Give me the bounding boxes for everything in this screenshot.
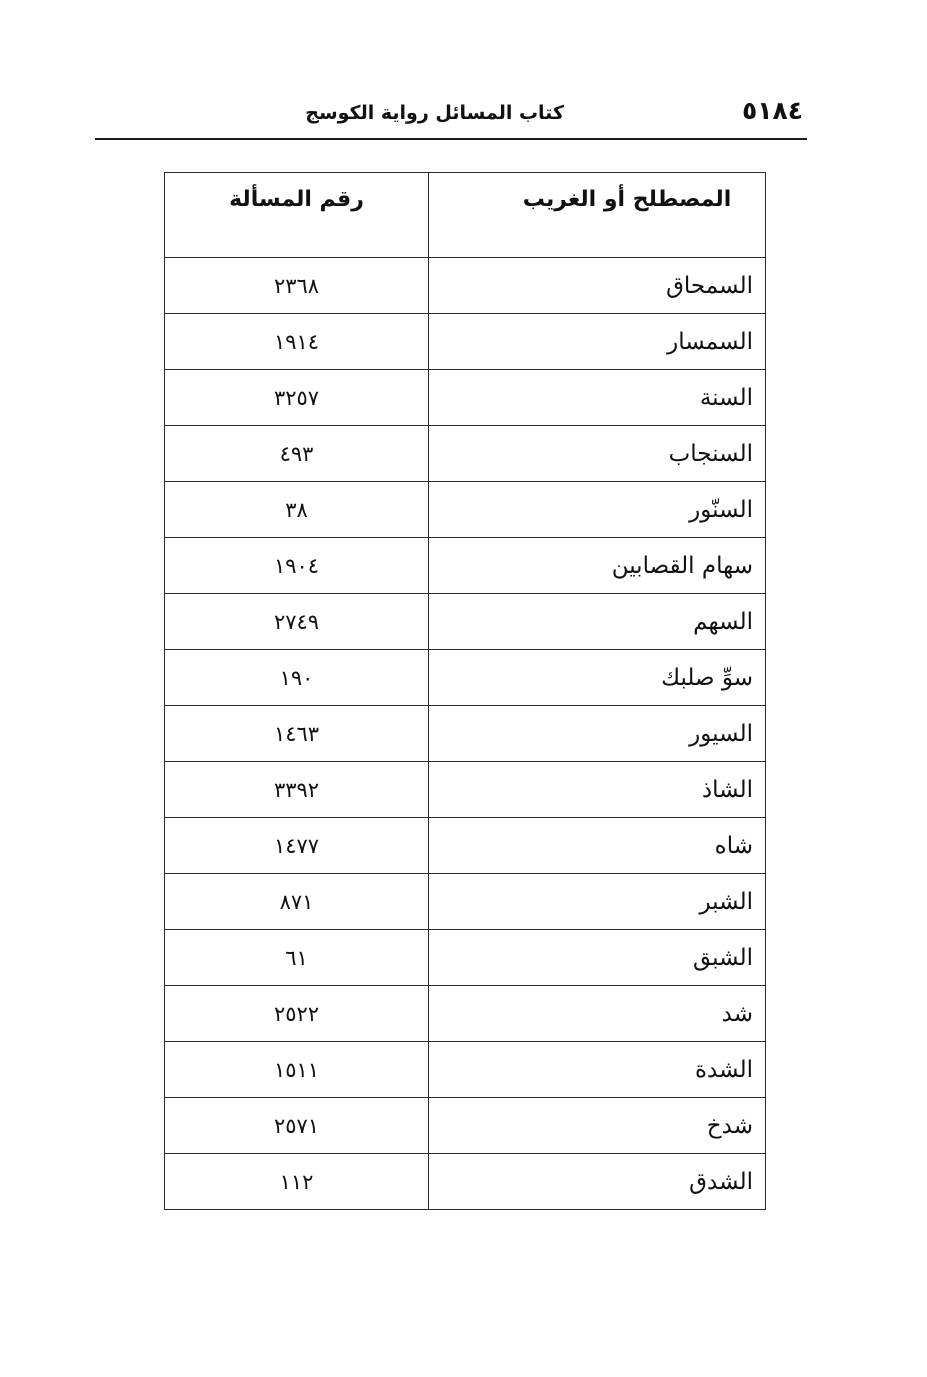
number-cell: ٣٢٥٧ — [165, 370, 429, 426]
term-cell: السيور — [429, 706, 766, 762]
number-cell: ١٩٠٤ — [165, 538, 429, 594]
term-cell: السمحاق — [429, 258, 766, 314]
table-row — [165, 706, 766, 762]
table-row — [165, 762, 766, 818]
number-cell: ٦١ — [165, 930, 429, 986]
term-cell: السمسار — [429, 314, 766, 370]
page-number: ٥١٨٤ — [741, 96, 803, 125]
term-cell: الشدة — [429, 1042, 766, 1098]
table-row — [165, 1042, 766, 1098]
table-row — [165, 874, 766, 930]
column-header-number: رقم المسألة — [165, 173, 429, 258]
table-row — [165, 986, 766, 1042]
term-cell: الشبر — [429, 874, 766, 930]
table-row — [165, 594, 766, 650]
number-cell: ١٩٠ — [165, 650, 429, 706]
term-cell: شاه — [429, 818, 766, 874]
table-row — [165, 314, 766, 370]
term-cell: الشاذ — [429, 762, 766, 818]
table-row — [165, 426, 766, 482]
number-cell: ١٥١١ — [165, 1042, 429, 1098]
page-header — [95, 92, 807, 140]
header-row — [165, 173, 766, 258]
term-cell: سهام القصابين — [429, 538, 766, 594]
table-row — [165, 1098, 766, 1154]
term-cell: السهم — [429, 594, 766, 650]
term-cell: شد — [429, 986, 766, 1042]
column-header-term: المصطلح أو الغريب — [429, 173, 766, 258]
table-row — [165, 370, 766, 426]
glossary-table — [164, 172, 766, 1210]
table-row — [165, 258, 766, 314]
table-row — [165, 482, 766, 538]
number-cell: ٢٧٤٩ — [165, 594, 429, 650]
term-cell: شدخ — [429, 1098, 766, 1154]
number-cell: ٣٨ — [165, 482, 429, 538]
number-cell: ٢٥٧١ — [165, 1098, 429, 1154]
term-cell: السنجاب — [429, 426, 766, 482]
book-title: كتاب المسائل رواية الكوسج — [305, 102, 564, 124]
number-cell: ٢٣٦٨ — [165, 258, 429, 314]
table-row — [165, 818, 766, 874]
number-cell: ٨٧١ — [165, 874, 429, 930]
term-cell: الشبق — [429, 930, 766, 986]
number-cell: ٣٣٩٢ — [165, 762, 429, 818]
table-row — [165, 1154, 766, 1210]
number-cell: ٢٥٢٢ — [165, 986, 429, 1042]
table-header — [165, 173, 766, 258]
table-body — [165, 258, 766, 1210]
table-row — [165, 650, 766, 706]
table-row — [165, 930, 766, 986]
number-cell: ١١٢ — [165, 1154, 429, 1210]
term-cell: الشدق — [429, 1154, 766, 1210]
table-row — [165, 538, 766, 594]
number-cell: ١٩١٤ — [165, 314, 429, 370]
term-cell: السنّور — [429, 482, 766, 538]
number-cell: ١٤٧٧ — [165, 818, 429, 874]
number-cell: ٤٩٣ — [165, 426, 429, 482]
term-cell: سوِّ صلبك — [429, 650, 766, 706]
term-cell: السنة — [429, 370, 766, 426]
number-cell: ١٤٦٣ — [165, 706, 429, 762]
